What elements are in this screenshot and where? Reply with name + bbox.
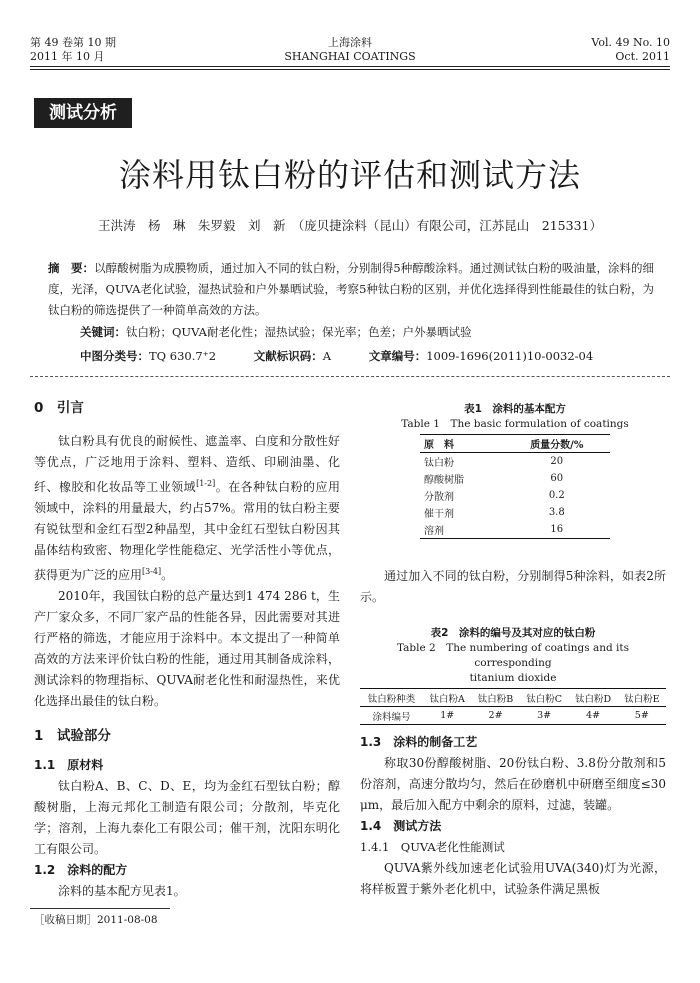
clc-value: TQ 630.7⁺2 — [149, 349, 217, 363]
citation-3-4: [3-4] — [142, 567, 162, 576]
table-1 — [420, 434, 610, 539]
table-row — [360, 707, 666, 725]
table-cell: 3.8 — [548, 507, 565, 518]
journal-name-en: SHANGHAI COATINGS — [284, 50, 416, 63]
header-rule — [30, 66, 670, 67]
table-row — [420, 521, 610, 539]
section-0-heading: 0 引言 — [34, 400, 84, 416]
table-cell: 溶剂 — [420, 521, 504, 539]
table-cell: 钛白粉C — [520, 689, 569, 707]
classification-line — [80, 348, 660, 364]
table-row — [420, 487, 610, 504]
table-cell: 0.2 — [548, 490, 565, 501]
article-no-value: 1009-1696(2011)10-0032-04 — [426, 349, 594, 363]
table-cell: 钛白粉 — [424, 458, 454, 469]
table-cell: 20 — [550, 456, 564, 467]
keywords-label: 关键词： — [80, 325, 126, 339]
table-2-reference-paragraph: 通过加入不同的钛白粉，分别制得5种涂料，如表2所示。 — [360, 569, 666, 604]
table-cell: 涂料编号 — [360, 707, 423, 725]
article-no-label: 文章编号： — [368, 349, 427, 363]
clc-label: 中图分类号： — [80, 349, 149, 363]
table-row — [360, 689, 666, 707]
table-1-caption — [400, 402, 630, 432]
table-cell: 5# — [618, 707, 666, 725]
table-row — [420, 504, 610, 521]
formula-paragraph: 涂料的基本配方见表1。 — [58, 884, 186, 898]
section-1-4-1-heading: 1.4.1 QUVA老化性能测试 — [360, 840, 505, 854]
table-1-header-material: 原 料 — [420, 435, 504, 453]
table-cell: 3# — [520, 707, 569, 725]
abstract — [48, 258, 654, 321]
materials-paragraph: 钛白粉A、B、C、D、E，均为金红石型钛白粉；醇酸树脂，上海元邦化工制造有限公司；分散剂，毕克化学；溶剂，上海九泰化工有限公司；催干剂，沈阳东明化工有限公司。 — [34, 779, 340, 856]
table-2-caption-cn: 表2 涂料的编号及其对应的钛白粉 — [430, 627, 596, 639]
table-2-intro — [360, 566, 666, 608]
abstract-text: 以醇酸树脂为成膜物质，通过加入不同的钛白粉，分别制得5种醇酸涂料。通过测试钛白粉的吸油量，涂料的细度，光泽，QUVA老化试验，湿热试验和户外暴晒试验，考察5种钛白粉的区别，并优化选择得到性能最佳的钛白粉，为钛白粉的筛选提供了一种简单高效的方法。 — [48, 261, 655, 317]
header-rule-thin — [30, 69, 670, 70]
table-1-header-fraction: 质量分数/% — [504, 435, 610, 453]
table-cell: 钛白粉种类 — [360, 689, 423, 707]
intro-p1-part-b: 。在各种钛白粉的应用领域中，涂料的用量最大，约占57%。常用的钛白粉主要有锐钛型和金红石型2种晶型，其中金红石型钛白粉因其晶体结构致密、物理化学性能稳定、光学活性小等优点，获得更为广泛的应用 — [34, 480, 340, 582]
keywords-text: 钛白粉；QUVA耐老化性；湿热试验；保光率；色差；户外暴晒试验 — [126, 325, 472, 339]
section-tag: 测试分析 — [34, 98, 132, 128]
section-1-1-heading: 1.1 原材料 — [34, 758, 104, 772]
quva-paragraph: QUVA紫外线加速老化试验用UVA(340)灯为光源，将样板置于紫外老化机中，试验条件满足黑板 — [360, 861, 666, 896]
journal-date-en: Oct. 2011 — [615, 50, 670, 63]
doc-code-value: A — [322, 349, 332, 363]
section-1-heading: 1 试验部分 — [34, 728, 111, 744]
intro-paragraph-2: 2010年，我国钛白粉的总产量达到1 474 286 t，生产厂家众多，不同厂家产品的性能各异，因此需要对其进行严格的筛选，才能应用于涂料中。本文提出了一种简单高效的方法来评价钛白粉的性能，通过用其制备成涂料，测试涂料的物理指标、QUVA耐老化性和耐湿热性，来优化选择出最佳的钛白粉。 — [34, 589, 340, 708]
table-2-block — [360, 626, 666, 725]
table-cell: 16 — [504, 521, 610, 539]
journal-volume-en: Vol. 49 No. 10 — [591, 36, 670, 49]
table-2-caption-en-2: titanium dioxide — [469, 672, 557, 684]
table-cell: 4# — [568, 707, 617, 725]
citation-1-2: [1-2] — [196, 479, 216, 488]
journal-issue-en — [591, 36, 670, 64]
intro-paragraph-1 — [34, 431, 340, 586]
table-2-caption-en-1: Table 2 The numbering of coatings and its corresponding — [396, 642, 630, 669]
article-title: 涂料用钛白粉的评估和测试方法 — [118, 156, 581, 194]
table-cell: 醇酸树脂 — [424, 475, 464, 486]
left-column — [34, 398, 340, 902]
footnote-rule — [30, 908, 170, 909]
received-date: ［收稿日期］2011-08-08 — [34, 914, 158, 926]
table-cell: 钛白粉D — [568, 689, 617, 707]
table-2-caption — [360, 626, 666, 686]
authors-affiliation: 王洪涛 杨 琳 朱罗毅 刘 新 （庞贝捷涂料（昆山）有限公司，江苏昆山 215331） — [98, 218, 602, 233]
table-cell: 钛白粉E — [618, 689, 666, 707]
preparation-paragraph: 称取30份醇酸树脂、20份钛白粉、3.8份分散剂和5份溶剂，高速分散均匀，然后在砂磨机中研磨至细度≤30 μm，最后加入配方中剩余的原料，过滤，装罐。 — [360, 756, 666, 812]
doc-code-label: 文献标识码： — [253, 349, 323, 363]
section-1-3-heading: 1.3 涂料的制备工艺 — [360, 735, 478, 749]
table-1-caption-en: Table 1 The basic formulation of coatings — [401, 418, 629, 430]
journal-volume-cn: 第 49 卷第 10 期 — [30, 36, 116, 49]
table-1-caption-cn: 表1 涂料的基本配方 — [464, 403, 566, 415]
table-cell: 2# — [471, 707, 519, 725]
table-row — [420, 470, 610, 487]
table-2 — [360, 688, 666, 725]
table-cell: 分散剂 — [424, 492, 454, 503]
intro-p1-part-a: 钛白粉具有优良的耐候性、遮盖率、白度和分散性好等优点，广泛地用于涂料、塑料、造纸、印刷油墨、化纤、橡胶和化妆品等工业领域 — [34, 434, 340, 494]
table-cell: 1# — [423, 707, 471, 725]
section-1-2-heading: 1.2 涂料的配方 — [34, 863, 128, 877]
table-cell: 钛白粉B — [471, 689, 519, 707]
intro-p1-part-c: 。 — [161, 568, 174, 582]
table-cell: 催干剂 — [424, 509, 454, 520]
right-column — [360, 732, 666, 900]
table-row — [420, 453, 610, 471]
section-1-4-heading: 1.4 测试方法 — [360, 819, 442, 833]
keywords — [80, 324, 471, 340]
abstract-label: 摘 要： — [48, 261, 95, 275]
journal-name-cn: 上海涂料 — [328, 36, 372, 49]
journal-date-cn: 2011 年 10 月 — [30, 50, 105, 63]
table-cell: 60 — [550, 473, 564, 484]
table-cell: 钛白粉A — [423, 689, 471, 707]
table-1-block — [400, 402, 630, 539]
abstract-divider — [30, 376, 670, 377]
